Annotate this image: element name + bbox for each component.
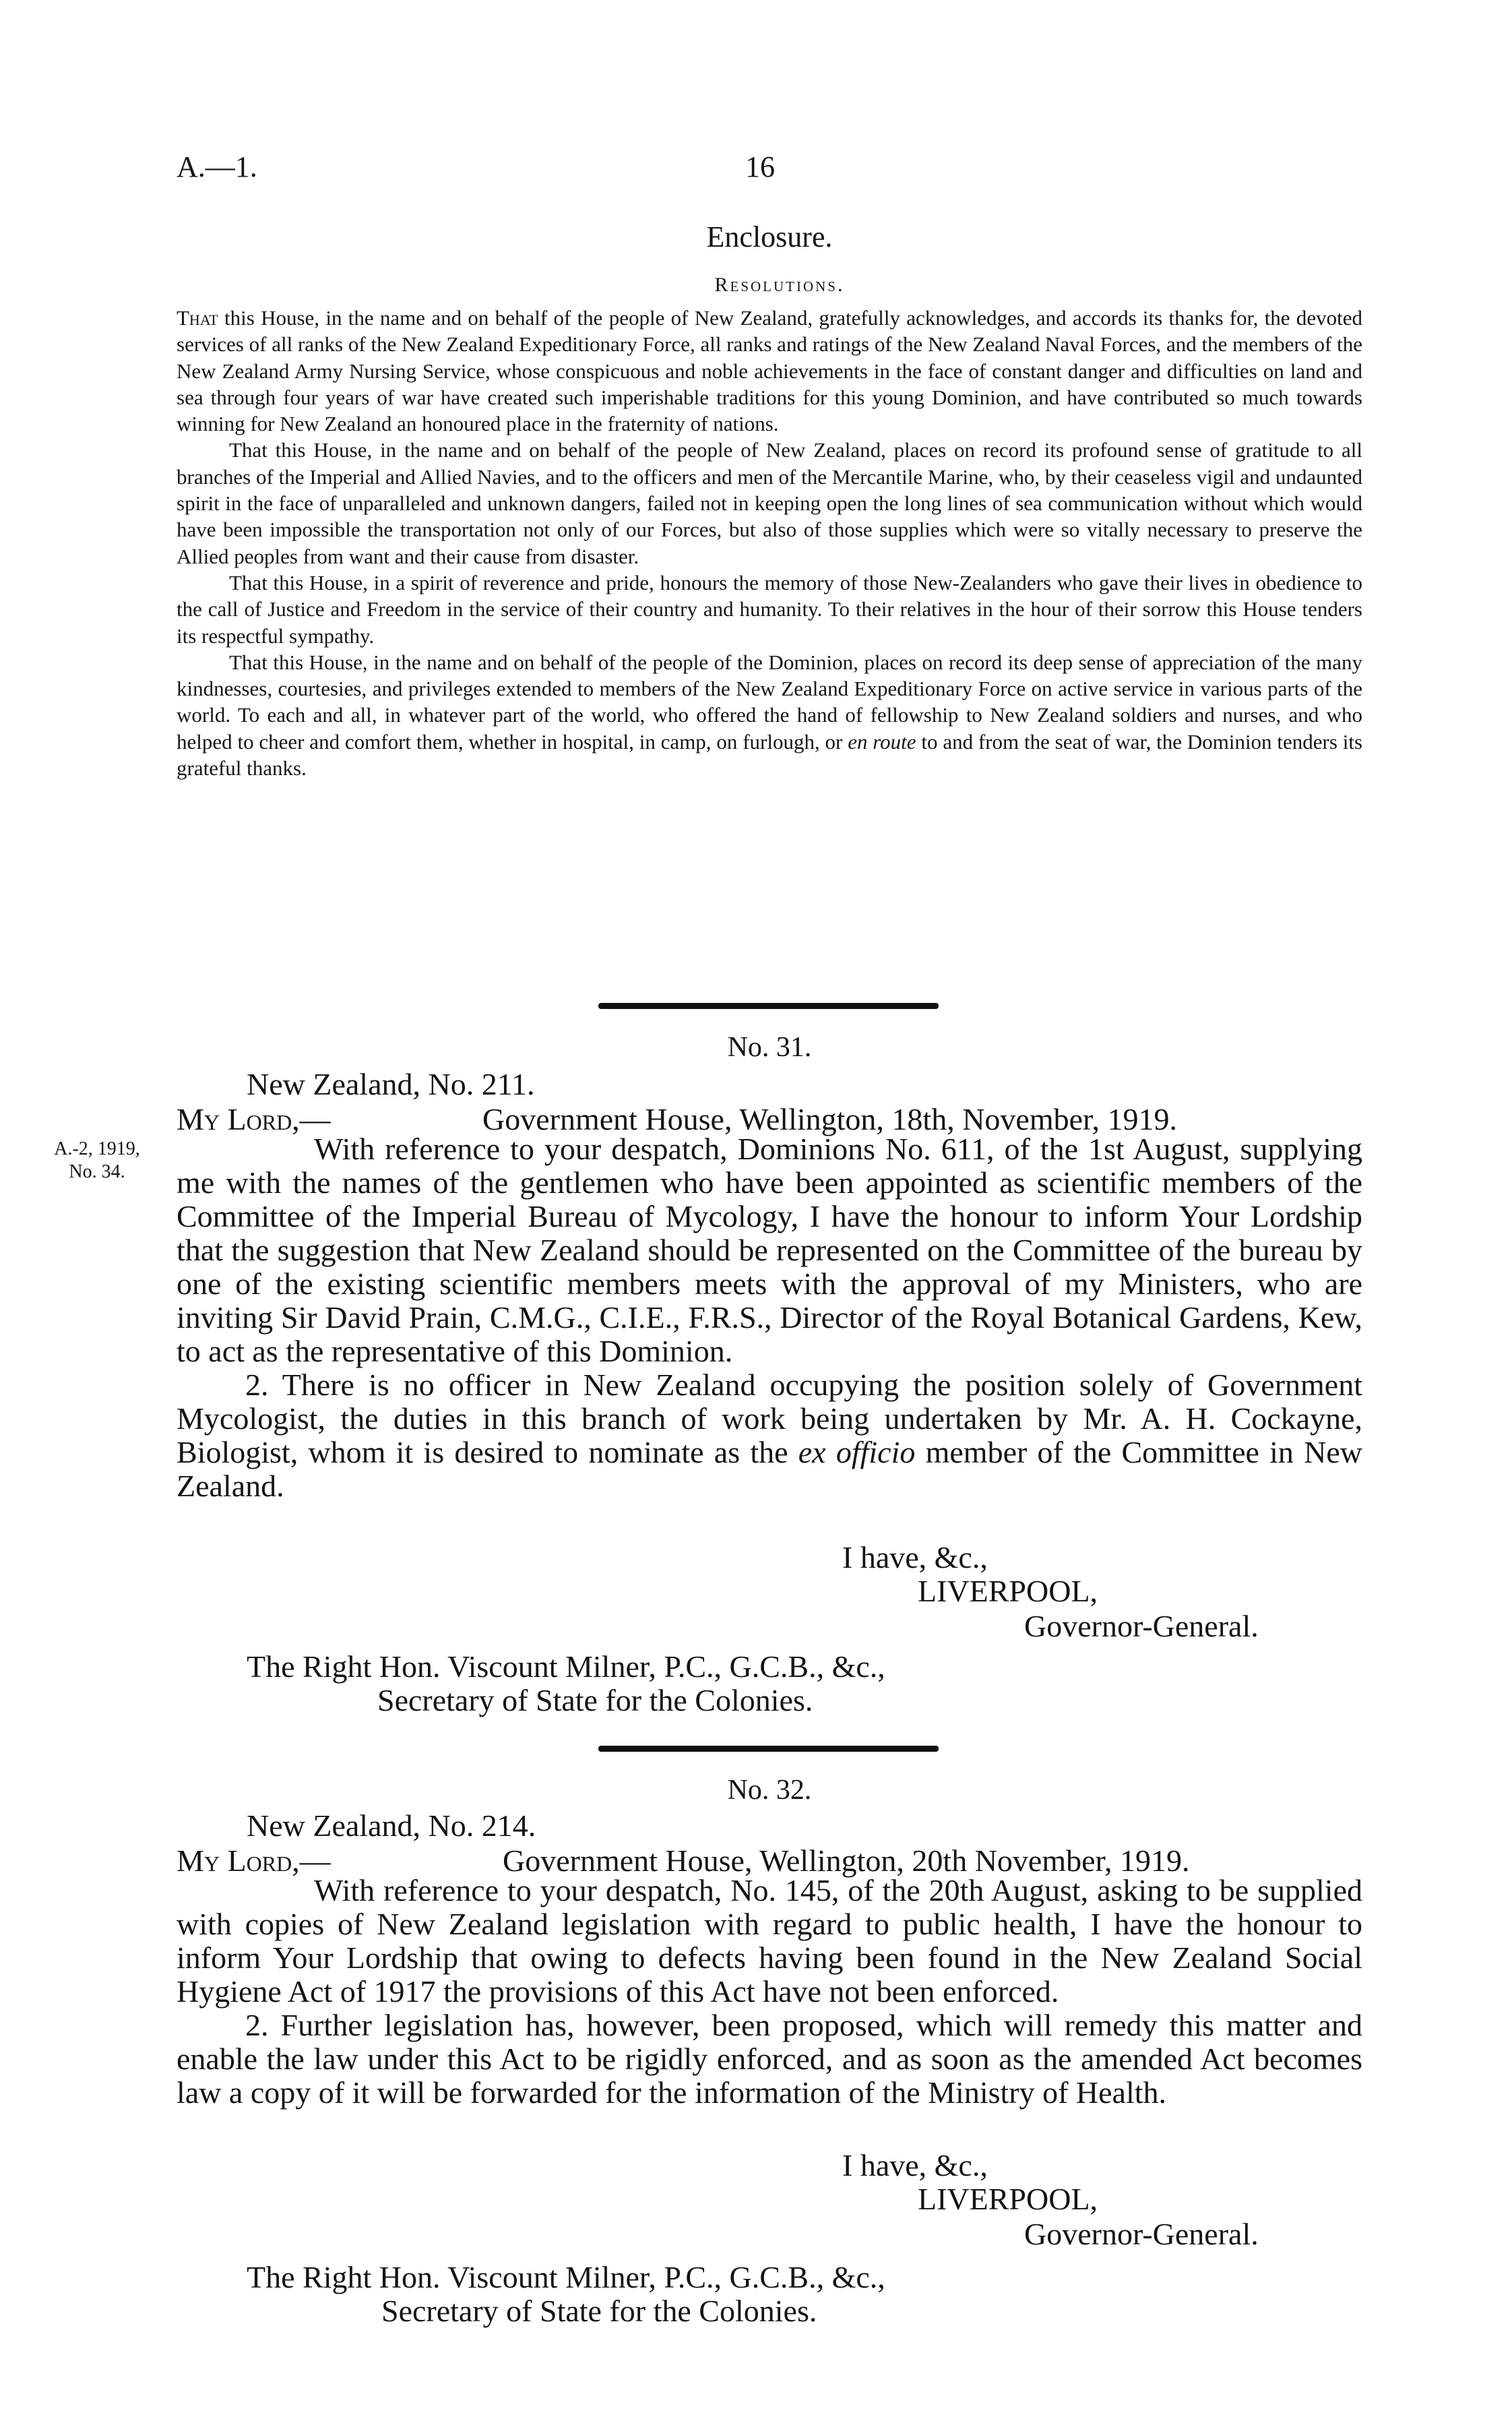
- recipient-name: The Right Hon. Viscount Milner, P.C., G.C.B., &c.,: [247, 1649, 885, 1684]
- resolution-paragraph-1: [177, 305, 1362, 437]
- signature: LIVERPOOL,: [918, 1574, 1098, 1608]
- resolution-4-text-b: to and from the seat of war, the Dominion tenders its grateful thanks.: [177, 729, 1363, 780]
- recipient-office: Secretary of State for the Colonies.: [377, 1683, 813, 1717]
- enclosure-title: Enclosure.: [706, 220, 833, 253]
- despatch-number: New Zealand, No. 214.: [247, 1808, 536, 1843]
- margin-reference-line-2: No. 34.: [69, 1161, 125, 1182]
- letter-paragraph-2: [177, 1368, 1362, 1503]
- recipient-name: The Right Hon. Viscount Milner, P.C., G.C.B., &c.,: [247, 2260, 885, 2294]
- resolution-lead-word: That: [177, 306, 218, 330]
- letter-paragraph-1: With reference to your despatch, No. 145, of the 20th August, asking to be supplied with copies of New Zealand legislation with regard to public health, I have the honour to inform Your Lordship that owing to defects having been found in the New Zealand Social Hygiene Act of 1917 the provisions of this Act have not been enforced.: [177, 1873, 1362, 2009]
- section-divider: [598, 1746, 939, 1752]
- letter-number: No. 32.: [727, 1775, 812, 1806]
- resolution-4-text-a: That this House, in the name and on behalf of the people of the Dominion, places on record its deep sense of appreciation of the many kindnesses, courtesies, and privileges extended to members of the New Zealand Expeditionary Force on active service in various parts of the world. To each and all, in whatever part of the world, who offered the hand of fellowship to New Zealand soldiers and nurses, and who helped to cheer and comfort them, whether in hospital, in camp, on furlough, or: [177, 650, 1362, 754]
- salutation-text: My Lord,—: [177, 1102, 331, 1136]
- resolution-1-text: this House, in the name and on behalf of the people of New Zealand, gratefully acknowledges, and accords its thanks for, the devoted services of all ranks of the New Zealand Expeditionary Force, all ranks and ratings of the New Zealand Naval Forces, and the members of the New Zealand Army Nursing Service, whose conspicuous and noble achievements in the face of constant danger and difficulties on land and sea through four years of war have created such imperishable traditions for this young Dominion, and have contributed so much towards winning for New Zealand an honoured place in the fraternity of nations.: [177, 306, 1362, 436]
- recipient-office: Secretary of State for the Colonies.: [381, 2294, 817, 2328]
- resolution-paragraph-4: [177, 649, 1362, 781]
- letter-paragraph-2-italic: ex officio: [798, 1435, 916, 1469]
- section-divider: [598, 1003, 939, 1009]
- margin-reference-line-1: A.-2, 1919,: [54, 1138, 140, 1159]
- resolutions-text: [177, 305, 1362, 781]
- closing: I have, &c.,: [842, 1540, 988, 1574]
- page-number: 16: [745, 150, 775, 183]
- signatory-title: Governor-General.: [1024, 1609, 1259, 1643]
- place-date: Government House, Wellington, 20th November, 1919.: [503, 1843, 1190, 1878]
- letter-body: [177, 1132, 1362, 1503]
- letter-paragraph-2-b: member of the Committee in New Zealand.: [177, 1435, 1362, 1503]
- resolution-paragraph-2: That this House, in the name and on behalf of the people of New Zealand, places on record its profound sense of gratitude to all branches of the Imperial and Allied Navies, and to the officers and men of the Mercantile Marine, who, by their ceaseless vigil and undaunted spirit in the face of unparalleled and unknown dangers, failed not in keeping open the long lines of sea communication without which would have been impossible the transportation not only of our Forces, but also of those supplies which were so vitally necessary to preserve the Allied peoples from want and their cause from disaster.: [177, 438, 1362, 568]
- despatch-number: New Zealand, No. 211.: [247, 1067, 535, 1101]
- resolutions-heading: Resolutions.: [714, 274, 845, 296]
- salutation-text: My Lord,—: [177, 1843, 331, 1878]
- signatory-title: Governor-General.: [1024, 2217, 1259, 2251]
- resolution-paragraph-3: That this House, in a spirit of reverence and pride, honours the memory of those New-Zealanders who gave their lives in obedience to the call of Justice and Freedom in the service of their country and humanity. To their relatives in the hour of their sorrow this House tenders its respectful sympathy.: [177, 570, 1362, 648]
- letter-body: [177, 1874, 1362, 2110]
- signature: LIVERPOOL,: [918, 2182, 1098, 2216]
- place-date: Government House, Wellington, 18th, November, 1919.: [482, 1102, 1178, 1136]
- page-reference: A.—1.: [177, 150, 257, 183]
- margin-reference: [50, 1138, 144, 1184]
- letter-paragraph-2: 2. Further legislation has, however, been proposed, which will remedy this matter and enable the law under this Act to be rigidly enforced, and as soon as the amended Act becomes law a copy of it will be forwarded for the information of the Ministry of Health.: [177, 2008, 1362, 2110]
- letter-number: No. 31.: [727, 1032, 812, 1063]
- resolution-4-italic: en route: [848, 729, 916, 754]
- letter-paragraph-2-a: 2. There is no officer in New Zealand occupying the position solely of Government Mycologist, the duties in this branch of work being undertaken by Mr. A. H. Cockayne, Biologist, whom it is desired to nominate as the: [177, 1368, 1362, 1469]
- closing: I have, &c.,: [842, 2148, 988, 2182]
- letter-paragraph-1: With reference to your despatch, Dominions No. 611, of the 1st August, supplying me with the names of the gentlemen who have been appointed as scientific members of the Committee of the Imperial Bureau of Mycology, I have the honour to inform Your Lordship that the suggestion that New Zealand should be represented on the Committee of the bureau by one of the existing scientific members meets with the approval of my Ministers, who are inviting Sir David Prain, C.M.G., C.I.E., F.R.S., Director of the Royal Botanical Gardens, Kew, to act as the representative of this Dominion.: [177, 1132, 1362, 1368]
